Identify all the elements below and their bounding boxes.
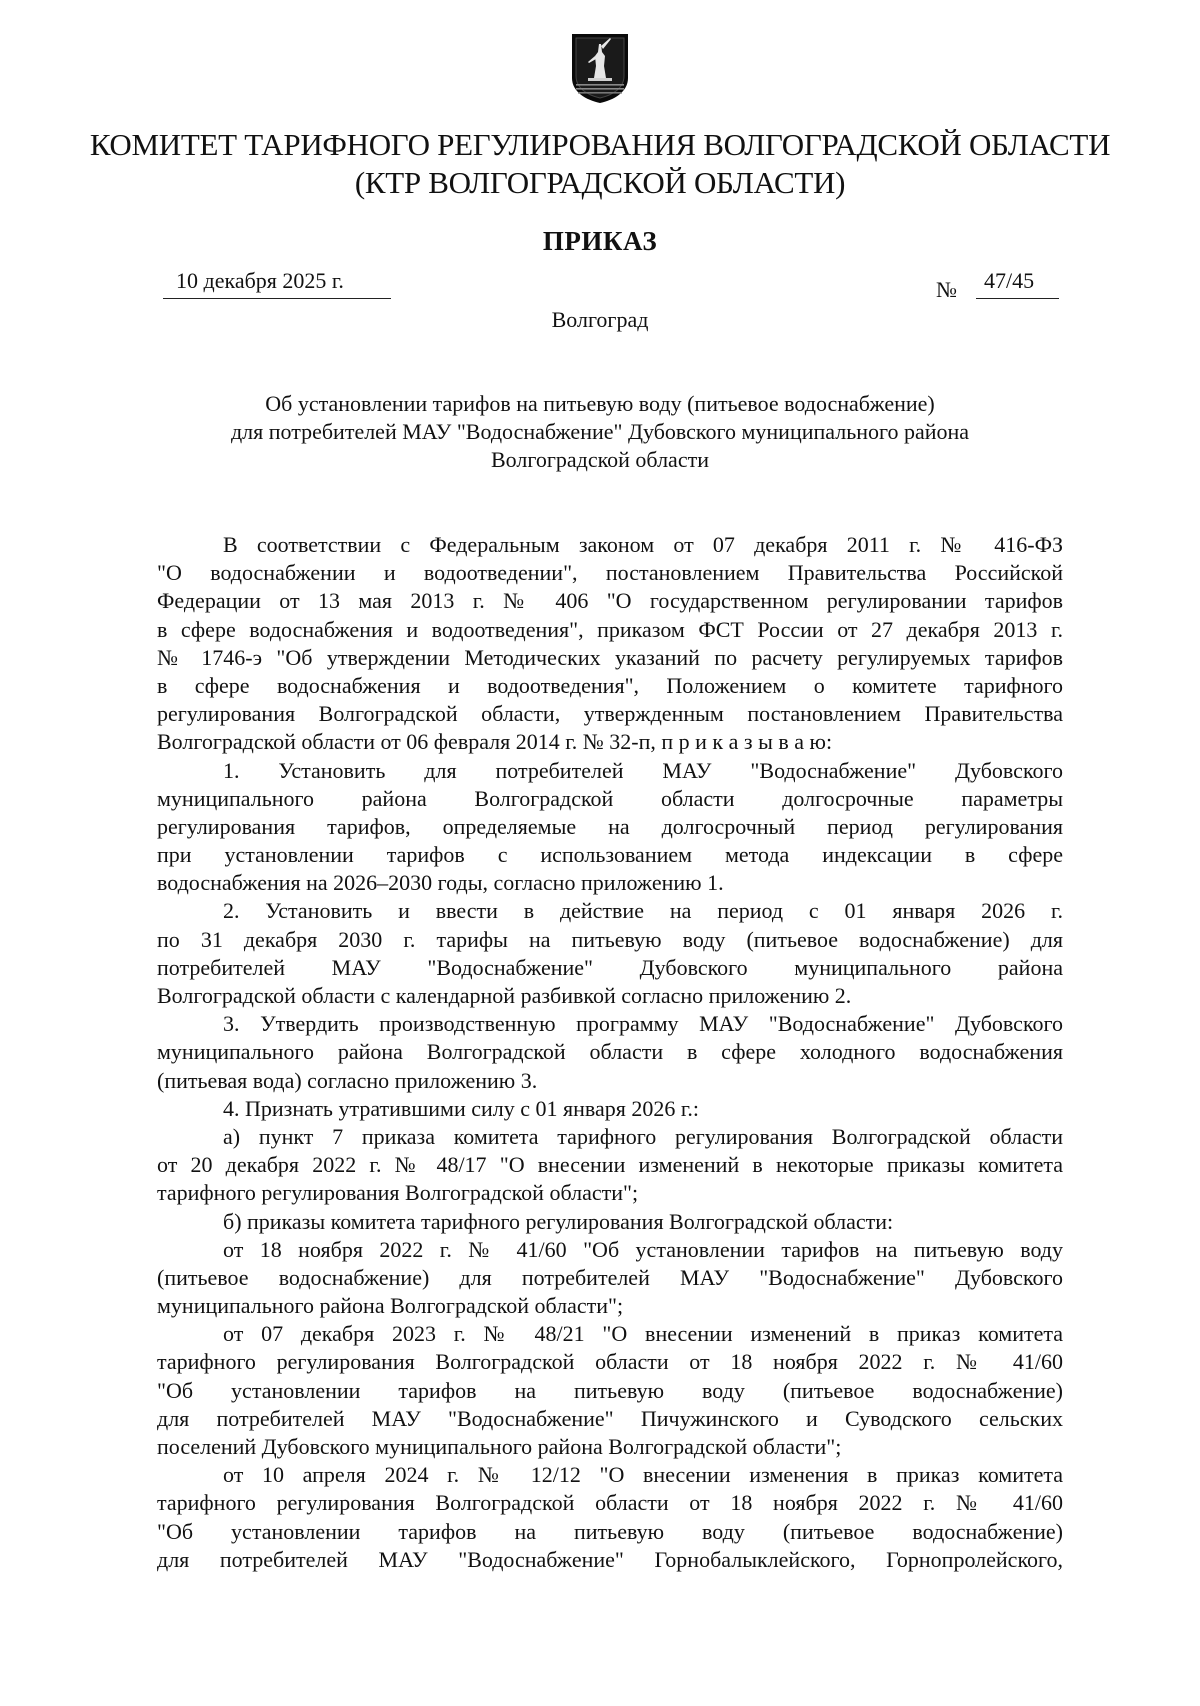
body-line: в сфере водоснабжения и водоотведения", приказом ФСТ России от 27 декабря 2013 г. — [157, 616, 1063, 642]
body-line: по 31 декабря 2030 г. тарифы на питьевую воду (питьевое водоснабжение) для — [157, 926, 1063, 952]
body-line: тарифного регулирования Волгоградской области"; — [157, 1180, 639, 1206]
city: Волгоград — [551, 307, 649, 332]
subject-line: Волгоградской области — [491, 447, 709, 472]
number-sign: № — [936, 277, 957, 302]
body-line: 4. Признать утратившими силу с 01 января 2026 г.: — [223, 1095, 700, 1121]
body-line: тарифного регулирования Волгоградской области от 18 ноября 2022 г. № 41/60 — [157, 1490, 1063, 1516]
body-line: при установлении тарифов с использованием метода индексации в сфере — [157, 842, 1063, 868]
subject-line: Об установлении тарифов на питьевую воду (питьевое водоснабжение) — [265, 391, 935, 416]
body-line: Волгоградской области от 06 февраля 2014 г. № 32-п, п р и к а з ы в а ю: — [157, 729, 833, 755]
document-title: ПРИКАЗ — [542, 226, 658, 256]
organization-name: КОМИТЕТ ТАРИФНОГО РЕГУЛИРОВАНИЯ ВОЛГОГРАДСКОЙ ОБЛАСТИ — [89, 127, 1111, 162]
subject-line: для потребителей МАУ "Водоснабжение" Дубовского муниципального района — [230, 419, 970, 444]
body-line: регулирования Волгоградской области, утвержденным постановлением Правительства — [157, 701, 1063, 727]
body-line: в сфере водоснабжения и водоотведения", Положением о комитете тарифного — [157, 672, 1063, 698]
body-line: от 18 ноября 2022 г. № 41/60 "Об установлении тарифов на питьевую воду — [223, 1236, 1063, 1262]
body-line: поселений Дубовского муниципального района Волгоградской области"; — [157, 1434, 842, 1459]
body-line: потребителей МАУ "Водоснабжение" Дубовского муниципального района — [157, 954, 1063, 980]
body-line: (питьевая вода) согласно приложению 3. — [157, 1067, 538, 1093]
body-line: "Об установлении тарифов на питьевую воду (питьевое водоснабжение) — [157, 1518, 1063, 1544]
body-line: от 10 апреля 2024 г. № 12/12 "О внесении изменения в приказ комитета — [223, 1462, 1063, 1488]
body-line: б) приказы комитета тарифного регулирования Волгоградской области: — [223, 1208, 894, 1234]
coat-of-arms-icon — [570, 32, 630, 104]
body-line: Волгоградской области с календарной разбивкой согласно приложению 2. — [157, 983, 852, 1008]
order-subject — [150, 390, 1050, 474]
body-line: 1. Установить для потребителей МАУ "Водоснабжение" Дубовского — [223, 757, 1063, 783]
order-number: 47/45 — [984, 268, 1035, 293]
body-line: тарифного регулирования Волгоградской области от 18 ноября 2022 г. № 41/60 — [157, 1349, 1063, 1375]
body-line: 3. Утвердить производственную программу МАУ "Водоснабжение" Дубовского — [223, 1011, 1063, 1037]
order-body — [157, 531, 1063, 1574]
body-line: "О водоснабжении и водоотведении", постановлением Правительства Российской — [157, 560, 1063, 586]
body-line: для потребителей МАУ "Водоснабжение" Пичужинского и Суводского сельских — [157, 1405, 1063, 1431]
body-line: В соответствии с Федеральным законом от 07 декабря 2011 г. № 416-ФЗ — [223, 532, 1063, 557]
body-line: 2. Установить и ввести в действие на период с 01 января 2026 г. — [223, 898, 1063, 924]
body-line: муниципального района Волгоградской области в сфере холодного водоснабжения — [157, 1039, 1063, 1065]
body-line: регулирования тарифов, определяемые на долгосрочный период регулирования — [157, 813, 1063, 839]
body-line: Федерации от 13 мая 2013 г. № 406 "О государственном регулировании тарифов — [157, 588, 1063, 614]
body-line: № 1746-э "Об утверждении Методических указаний по расчету регулируемых тарифов — [157, 644, 1063, 670]
body-line: от 07 декабря 2023 г. № 48/21 "О внесении изменений в приказ комитета — [223, 1321, 1063, 1347]
number-underline — [976, 298, 1059, 299]
body-line: водоснабжения на 2026–2030 годы, согласно приложению 1. — [157, 870, 724, 896]
body-line: для потребителей МАУ "Водоснабжение" Горнобалыклейского, Горнопролейского, — [157, 1546, 1063, 1572]
body-line: "Об установлении тарифов на питьевую воду (питьевое водоснабжение) — [157, 1377, 1063, 1403]
body-line: муниципального района Волгоградской области долгосрочные параметры — [157, 785, 1063, 811]
body-line: а) пункт 7 приказа комитета тарифного регулирования Волгоградской области — [223, 1123, 1063, 1149]
order-date: 10 декабря 2025 г. — [176, 268, 344, 293]
body-line: от 20 декабря 2022 г. № 48/17 "О внесении изменений в некоторые приказы комитета — [157, 1152, 1063, 1178]
organization-abbreviation: (КТР ВОЛГОГРАДСКОЙ ОБЛАСТИ) — [354, 165, 846, 200]
body-line: муниципального района Волгоградской области"; — [157, 1293, 624, 1319]
body-line: (питьевое водоснабжение) для потребителей МАУ "Водоснабжение" Дубовского — [157, 1264, 1063, 1290]
date-underline — [163, 298, 391, 299]
